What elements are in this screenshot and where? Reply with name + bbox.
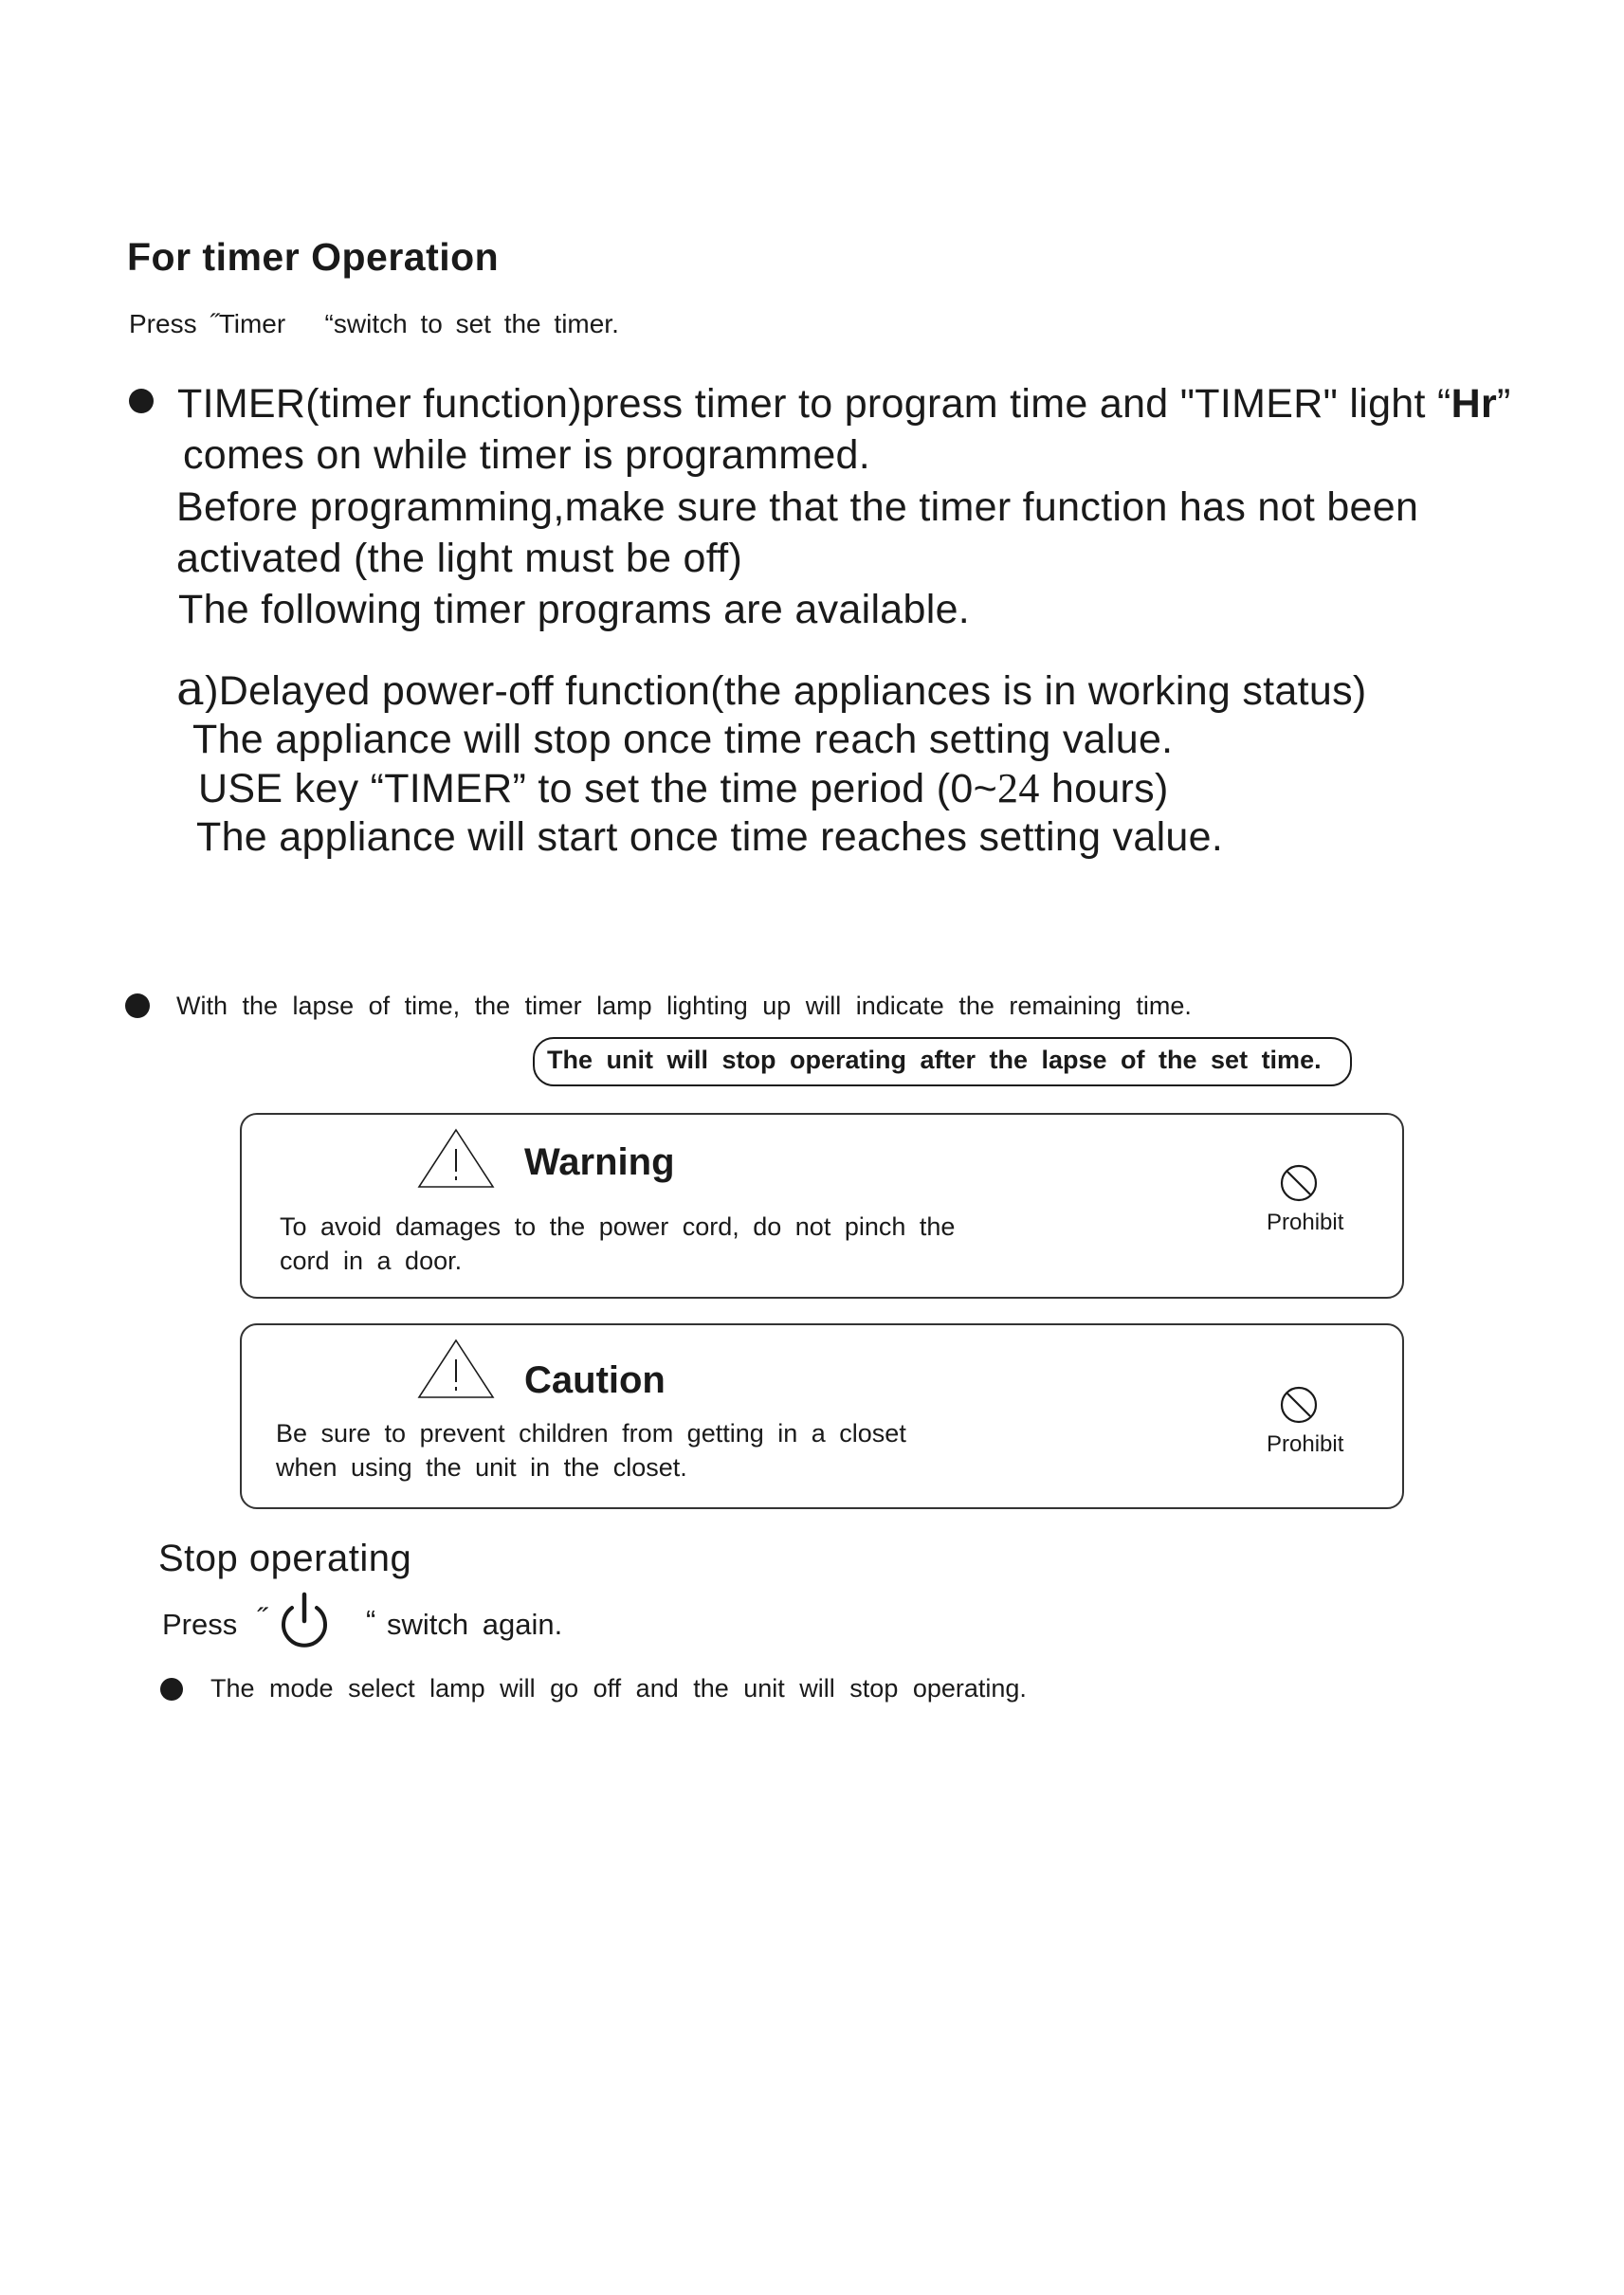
prohibit-icon (1278, 1384, 1320, 1426)
caution-body: Be sure to prevent children from getting in a closet when using the unit in the closet. (276, 1419, 906, 1482)
lapse-text: With the lapse of time, the timer lamp lighting up will indicate the remaining time. (176, 992, 1192, 1020)
timer-line-2: comes on while timer is programmed. (183, 432, 871, 478)
stop-rest: switch again. (387, 1608, 563, 1641)
caution-panel (240, 1323, 1404, 1509)
intro-press: Press (129, 309, 197, 338)
warning-heading: Warning (524, 1141, 675, 1183)
intro-line (129, 309, 619, 339)
prohibit-label: Prohibit (1267, 1210, 1344, 1235)
intro-open-quote: ˝ (210, 309, 219, 338)
caution-heading: Caution (524, 1359, 666, 1401)
timer-line-8 (198, 764, 1169, 812)
prohibit-label: Prohibit (1267, 1431, 1344, 1457)
note-text: The unit will stop operating after the lapse of the set time. (547, 1046, 1322, 1074)
stop-bullet-text: The mode select lamp will go off and the unit will stop operating. (210, 1674, 1027, 1703)
timer-line-1-close: ” (1497, 381, 1511, 427)
hr-label: Hr (1451, 381, 1498, 427)
warning-triangle-icon (417, 1339, 495, 1399)
stop-close-quote: “ (366, 1604, 376, 1637)
intro-rest: switch to set the timer. (333, 309, 619, 338)
stop-open-quote: ˝ (257, 1602, 267, 1635)
timer-line-3: Before programming,make sure that the timer function has not been (176, 484, 1419, 530)
timer-line-7: The appliance will stop once time reach setting value. (192, 717, 1174, 762)
warning-panel (240, 1113, 1404, 1299)
timer-line-8-text: USE key “TIMER” to set the time period (0~ (198, 766, 998, 811)
item-a-text: )Delayed power-off function(the appliances is in working status) (205, 668, 1367, 714)
stop-title: Stop operating (158, 1538, 412, 1579)
timer-max-hours: 24 (997, 765, 1040, 811)
timer-line-1 (177, 381, 1511, 428)
warning-body: To avoid damages to the power cord, do not pinch the cord in a door. (280, 1212, 956, 1275)
item-a-letter: a (176, 661, 206, 716)
prohibit-icon (1278, 1162, 1320, 1204)
bullet-icon (129, 389, 154, 413)
timer-line-5: The following timer programs are available. (178, 587, 971, 632)
timer-item-a (176, 661, 1367, 716)
warning-triangle-icon (417, 1128, 495, 1189)
power-icon (276, 1589, 333, 1649)
timer-line-1-text: TIMER(timer function)press timer to program time and "TIMER" light “ (177, 381, 1451, 427)
timer-line-9: The appliance will start once time reaches setting value. (196, 814, 1224, 860)
intro-key: Timer (218, 309, 286, 338)
timer-line-4: activated (the light must be off) (176, 536, 743, 581)
page-title: For timer Operation (127, 235, 500, 279)
intro-close-quote: “ (324, 309, 334, 338)
stop-press: Press (162, 1608, 238, 1641)
bullet-icon (160, 1678, 183, 1701)
timer-line-8-suffix: hours) (1039, 766, 1169, 811)
bullet-icon (125, 993, 150, 1018)
